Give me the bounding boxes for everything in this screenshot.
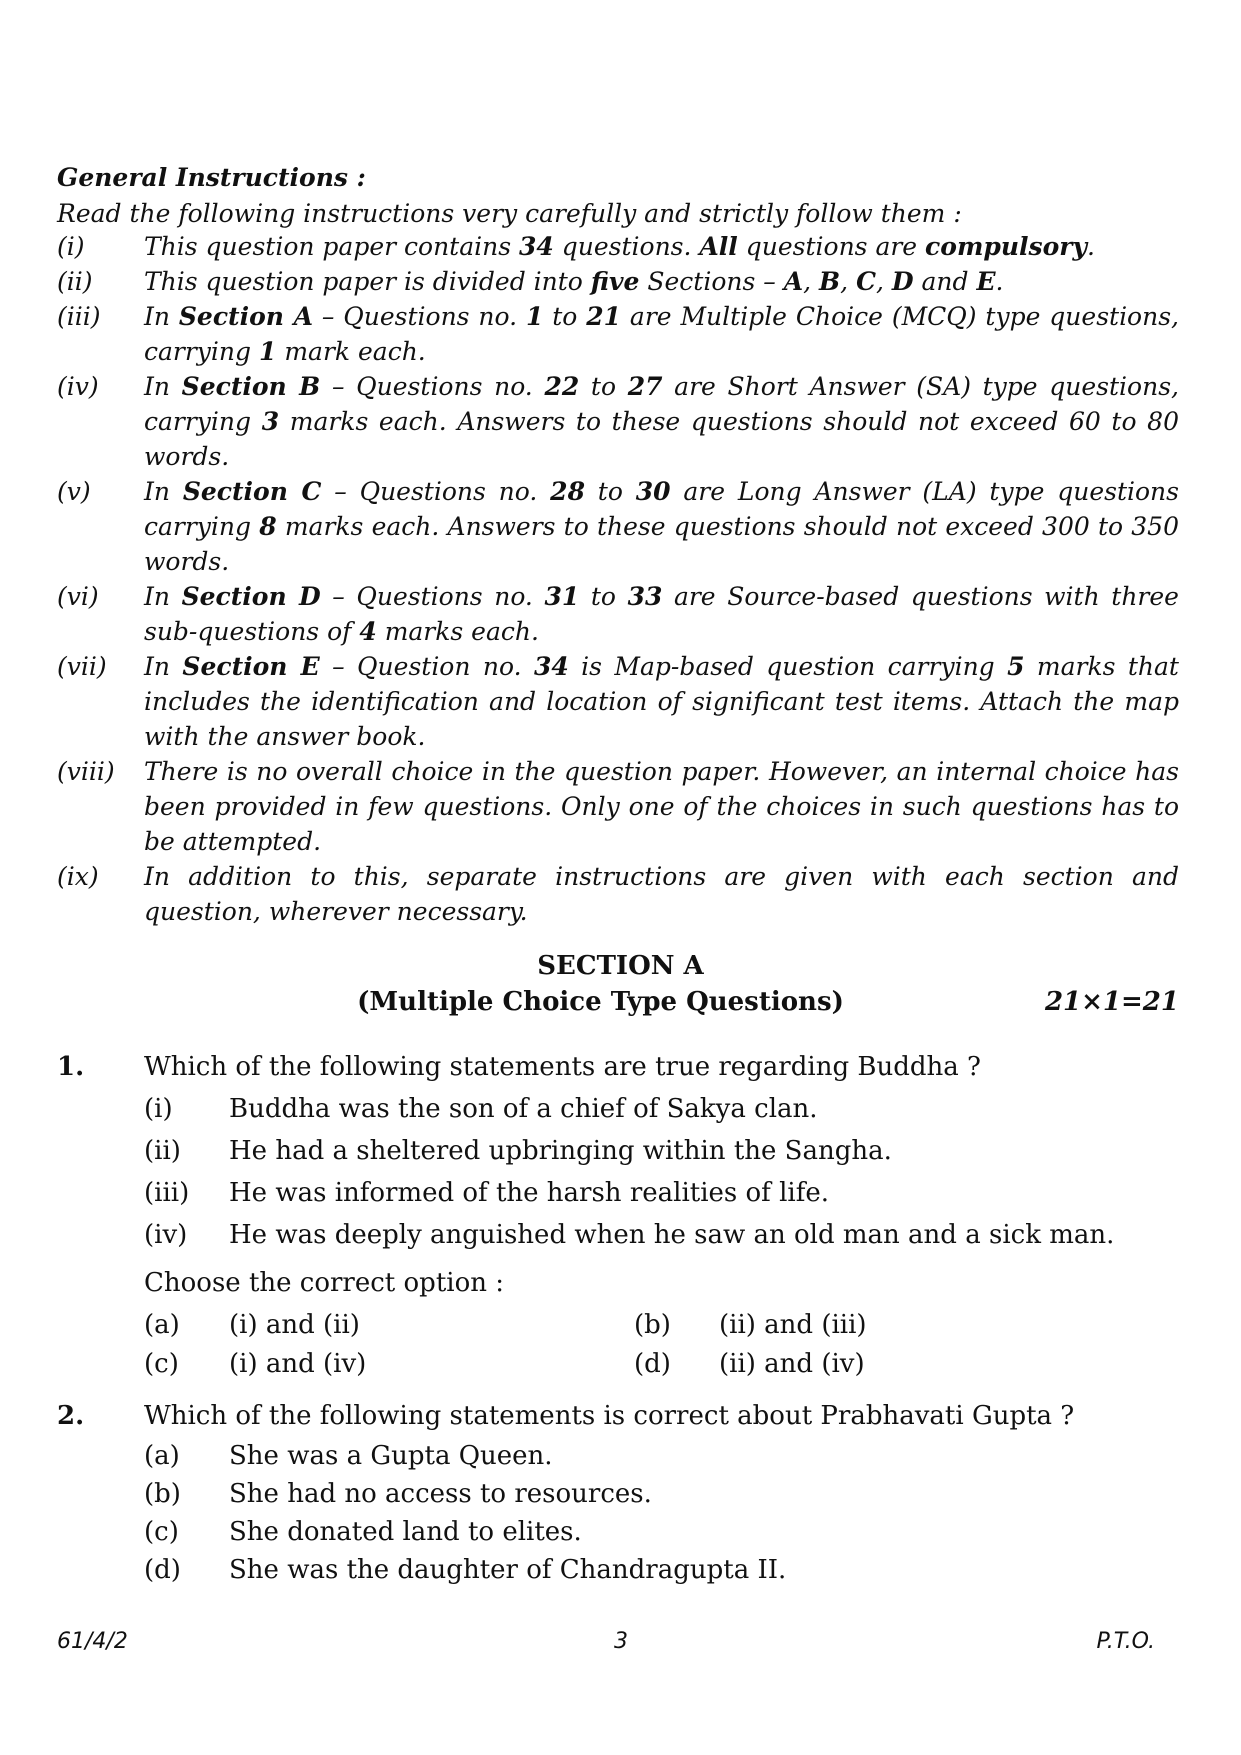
instruction-item: (viii) There is no overall choice in the question paper. However, an internal choice has been provided in few questions. Only one of the choices in such questions has to be attempted. [57,757,1179,856]
option-label: (d) [634,1349,671,1379]
instruction-item: (iii) In Section A – Questions no. 1 to 21 are Multiple Choice (MCQ) type questions, carrying 1 mark each. [57,302,1179,366]
option-text: (ii) and (iii) [719,1310,867,1340]
question-number: 1. [57,1052,85,1082]
section-marks: 21×1=21 [1044,987,1179,1017]
instruction-item: (iv) In Section B – Questions no. 22 to 27 are Short Answer (SA) type questions, carrying 3 marks each. Answers to these questions should not exceed 60 to 80 words. [57,372,1179,471]
statement-label: (iv) [144,1220,188,1250]
option-label: (c) [144,1517,179,1547]
section-subtitle: (Multiple Choice Type Questions) [357,987,844,1017]
instruction-item: (i) This question paper contains 34 questions. All questions are compulsory. [57,232,1095,261]
general-instructions-intro: Read the following instructions very carefully and strictly follow them : [57,199,962,228]
option-text: She donated land to elites. [229,1517,582,1547]
question-text: Which of the following statements is correct about Prabhavati Gupta ? [144,1401,1075,1431]
option-label: (b) [634,1310,671,1340]
instruction-item: (vii) In Section E – Question no. 34 is Map-based question carrying 5 marks that includes the identification and location of significant test items. Attach the map with the answer book. [57,652,1179,751]
statement-text: He had a sheltered upbringing within the Sangha. [229,1136,892,1166]
section-title: SECTION A [537,951,704,981]
statement-label: (ii) [144,1136,181,1166]
option-text: She was the daughter of Chandragupta II. [229,1555,787,1585]
statement-label: (iii) [144,1178,190,1208]
option-label: (a) [144,1310,180,1340]
option-label: (d) [144,1555,181,1585]
question-number: 2. [57,1401,85,1431]
question-prompt: Choose the correct option : [144,1268,505,1298]
instruction-item: (v) In Section C – Questions no. 28 to 30 are Long Answer (LA) type questions carrying 8 marks each. Answers to these questions should not exceed 300 to 350 words. [57,477,1179,576]
instruction-item: (ii) This question paper is divided into five Sections – A, B, C, D and E. [57,267,1004,296]
paper-code: 61/4/2 [57,1629,128,1654]
page-number: 3 [614,1629,628,1654]
option-text: (i) and (ii) [229,1310,360,1340]
option-text: She was a Gupta Queen. [229,1441,553,1471]
option-label: (b) [144,1479,181,1509]
pto-label: P.T.O. [1096,1629,1155,1654]
statement-text: He was deeply anguished when he saw an old man and a sick man. [229,1220,1115,1250]
statement-text: He was informed of the harsh realities of life. [229,1178,829,1208]
option-text: She had no access to resources. [229,1479,652,1509]
option-label: (c) [144,1349,179,1379]
statement-label: (i) [144,1094,173,1124]
statement-text: Buddha was the son of a chief of Sakya clan. [229,1094,818,1124]
general-instructions-title: General Instructions : [57,163,366,192]
option-text: (i) and (iv) [229,1349,367,1379]
instruction-item: (vi) In Section D – Questions no. 31 to 33 are Source-based questions with three sub-questions of 4 marks each. [57,582,1179,646]
question-text: Which of the following statements are true regarding Buddha ? [144,1052,981,1082]
option-label: (a) [144,1441,180,1471]
option-text: (ii) and (iv) [719,1349,865,1379]
instruction-item: (ix) In addition to this, separate instructions are given with each section and question, wherever necessary. [57,862,1179,926]
